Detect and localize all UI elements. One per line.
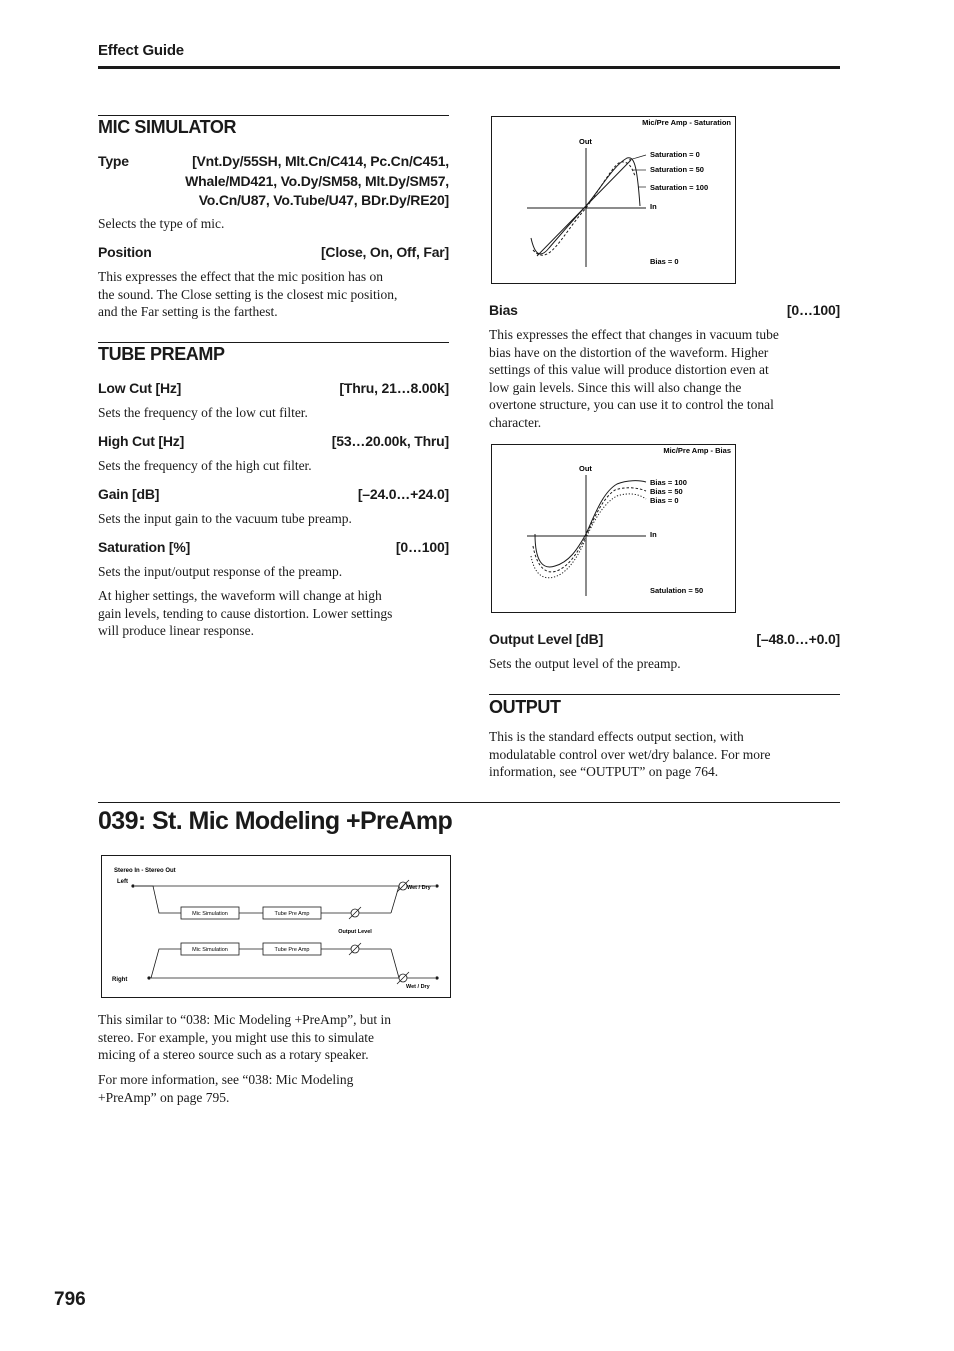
text-line: settings of this value will produce distortion even at — [489, 362, 769, 377]
output-title: OUTPUT — [489, 697, 561, 717]
type-param-label: Type — [98, 153, 129, 169]
section-rule — [98, 115, 449, 116]
output-desc — [489, 728, 844, 781]
saturation-range: [0…100] — [395, 539, 449, 555]
right-label: Right — [112, 977, 128, 983]
gain-range: [–24.0…+24.0] — [357, 486, 449, 502]
saturation-label: Saturation [%] — [98, 539, 191, 555]
type-desc: Selects the type of mic. — [98, 216, 225, 231]
bias-label: Bias — [489, 302, 518, 318]
tube-pre-amp-label: Tube Pre Amp — [274, 911, 310, 917]
effect-039-desc-2 — [98, 1071, 458, 1106]
text-line: micing of a stereo source such as a rotary speaker. — [98, 1047, 369, 1062]
text-line: For more information, see “038: Mic Modeling — [98, 1072, 354, 1087]
wet-dry-label-left: Wet / Dry — [407, 885, 431, 891]
type-range-line: Vo.Cn/U87, Vo.Tube/U47, BDr.Dy/RE20] — [198, 192, 449, 208]
text-line: This is the standard effects output section, with — [489, 729, 744, 744]
tube-preamp-title: TUBE PREAMP — [98, 344, 225, 364]
bias-note: Bias = 0 — [650, 257, 679, 266]
saturation-desc: Sets the input/output response of the preamp. — [98, 564, 343, 579]
gain-label: Gain [dB] — [98, 486, 160, 502]
legend-saturation-100: Saturation = 100 — [650, 183, 709, 192]
bias-graph — [491, 444, 737, 614]
text-line: overtone structure, you can use it to control the tonal — [489, 397, 774, 412]
legend-saturation-0: Saturation = 0 — [650, 150, 700, 159]
low-cut-range: [Thru, 21…8.00k] — [339, 380, 449, 396]
page-number: 796 — [54, 1289, 86, 1310]
wet-dry-label-right: Wet / Dry — [406, 984, 430, 990]
text-line: and the Far setting is the farthest. — [98, 304, 278, 319]
running-header: Effect Guide — [98, 42, 184, 59]
text-line: This similar to “038: Mic Modeling +PreAmp”, but in — [98, 1012, 391, 1027]
out-label: Out — [579, 464, 592, 473]
output-level-label: Output Level [dB] — [489, 631, 604, 647]
output-level-label: Output Level — [338, 929, 372, 935]
mic-simulator-title: MIC SIMULATOR — [98, 117, 237, 137]
output-level-desc: Sets the output level of the preamp. — [489, 656, 681, 671]
output-node — [435, 976, 438, 979]
saturation-note: Satulation = 50 — [650, 586, 704, 595]
text-line: bias have on the distortion of the waveform. Higher — [489, 344, 769, 360]
low-cut-desc: Sets the frequency of the low cut filter. — [98, 405, 308, 420]
text-line: modulatable control over wet/dry balance. For more — [489, 746, 771, 762]
effect-039-title: 039: St. Mic Modeling +PreAmp — [98, 807, 453, 835]
bias-desc — [489, 326, 844, 431]
diagram-title: Stereo In - Stereo Out — [114, 868, 176, 874]
text-line: This expresses the effect that changes in vacuum tube — [489, 327, 779, 342]
text-line: low gain levels. Since this will also change the — [489, 379, 742, 395]
in-label: In — [650, 530, 657, 539]
output-level-range: [–48.0…+0.0] — [756, 631, 840, 647]
input-node — [147, 976, 150, 979]
legend-saturation-50: Saturation = 50 — [650, 165, 704, 174]
section-rule — [98, 342, 449, 343]
saturation-graph — [491, 116, 737, 285]
text-line: gain levels, tending to cause distortion. Lower settings — [98, 605, 393, 621]
mic-simulation-label: Mic Simulation — [192, 911, 228, 917]
mic-simulation-label: Mic Simulation — [192, 947, 228, 953]
high-cut-label: High Cut [Hz] — [98, 433, 185, 449]
saturation-desc-2 — [98, 587, 458, 640]
text-line: character. — [489, 414, 542, 430]
legend-bias-50: Bias = 50 — [650, 487, 683, 496]
position-param-label: Position — [98, 244, 152, 260]
type-range-line: [Vnt.Dy/55SH, Mlt.Cn/C414, Pc.Cn/C451, — [192, 153, 449, 169]
text-line: This expresses the effect that the mic position has on — [98, 269, 384, 284]
text-line: +PreAmp” on page 795. — [98, 1089, 230, 1105]
text-line: the sound. The Close setting is the closest mic position, — [98, 286, 398, 302]
header-rule — [98, 66, 840, 69]
high-cut-range: [53…20.00k, Thru] — [331, 433, 449, 449]
signal-flow-diagram — [101, 855, 452, 999]
text-line: At higher settings, the waveform will change at high — [98, 588, 382, 603]
type-range-line: Whale/MD421, Vo.Dy/SM58, Mlt.Dy/SM57, — [185, 172, 449, 189]
section-rule — [98, 802, 840, 803]
legend-bias-100: Bias = 100 — [650, 478, 687, 487]
tube-pre-amp-label: Tube Pre Amp — [274, 947, 310, 953]
saturation-graph-title: Mic/Pre Amp - Saturation — [642, 118, 731, 127]
in-label: In — [650, 202, 657, 211]
left-label: Left — [117, 879, 128, 885]
position-desc — [98, 268, 458, 321]
out-label: Out — [579, 137, 592, 146]
bias-graph-title: Mic/Pre Amp - Bias — [663, 446, 731, 455]
legend-bias-0: Bias = 0 — [650, 496, 679, 505]
text-line: stereo. For example, you might use this to simulate — [98, 1029, 374, 1045]
output-node — [435, 884, 438, 887]
text-line: information, see “OUTPUT” on page 764. — [489, 764, 719, 779]
type-param-range — [130, 152, 449, 211]
effect-039-desc-1 — [98, 1011, 458, 1064]
low-cut-label: Low Cut [Hz] — [98, 380, 182, 396]
input-node — [131, 884, 134, 887]
text-line: will produce linear response. — [98, 623, 254, 638]
high-cut-desc: Sets the frequency of the high cut filter. — [98, 458, 312, 473]
position-param-range: [Close, On, Off, Far] — [320, 244, 449, 260]
bias-range: [0…100] — [786, 302, 840, 318]
gain-desc: Sets the input gain to the vacuum tube preamp. — [98, 511, 352, 526]
section-rule — [489, 694, 840, 695]
